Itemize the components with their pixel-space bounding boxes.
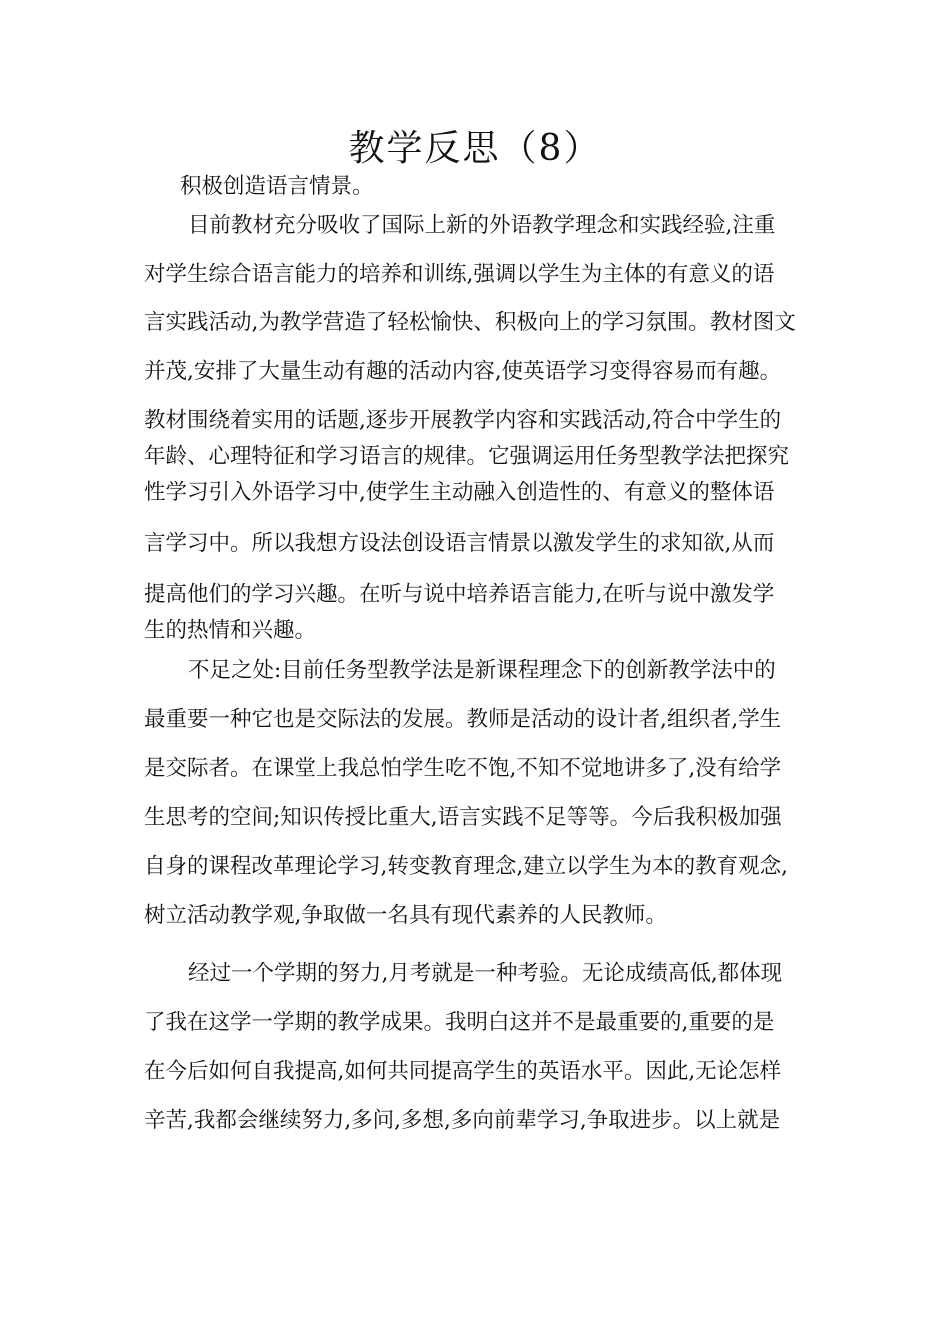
text-line: 言学习中。所以我想方设法创设语言情景以激发学生的求知欲,从而 [144,531,775,556]
text-line: 了我在这学一学期的教学成果。我明白这并不是最重要的,重要的是 [144,1010,775,1035]
text-line: 对学生综合语言能力的培养和训练,强调以学生为主体的有意义的语 [144,262,775,287]
text-line: 自身的课程改革理论学习,转变教育理念,建立以学生为本的教育观念, [144,854,789,879]
text-line: 是交际者。在课堂上我总怕学生吃不饱,不知不觉地讲多了,没有给学 [144,756,782,781]
text-line: 在今后如何自我提高,如何共同提高学生的英语水平。因此,无论怎样 [144,1059,782,1084]
text-line: 提高他们的学习兴趣。在听与说中培养语言能力,在听与说中激发学 [144,582,775,607]
text-line: 生思考的空间;知识传授比重大,语言实践不足等等。今后我积极加强 [144,805,782,830]
text-line: 目前教材充分吸收了国际上新的外语教学理念和实践经验,注重 [188,213,776,238]
text-line: 经过一个学期的努力,月考就是一种考验。无论成绩高低,都体现 [188,961,783,986]
document-title: 教学反思（8） [348,128,602,169]
text-line: 积极创造语言情景。 [180,174,374,199]
text-line: 树立活动教学观,争取做一名具有现代素养的人民教师。 [144,903,667,928]
text-line: 不足之处:目前任务型教学法是新课程理念下的创新教学法中的 [188,658,776,683]
text-line: 并茂,安排了大量生动有趣的活动内容,使英语学习变得容易而有趣。 [144,359,782,384]
text-line: 教材围绕着实用的话题,逐步开展教学内容和实践活动,符合中学生的 [144,408,782,433]
text-line: 生的热情和兴趣。 [144,618,317,643]
text-line: 性学习引入外语学习中,使学生主动融入创造性的、有意义的整体语 [144,480,775,505]
text-line: 言实践活动,为教学营造了轻松愉快、积极向上的学习氛围。教材图文 [144,310,796,335]
text-line: 辛苦,我都会继续努力,多问,多想,多向前辈学习,争取进步。以上就是 [144,1108,781,1133]
text-line: 年龄、心理特征和学习语言的规律。它强调运用任务型教学法把探究 [144,444,790,469]
text-line: 最重要一种它也是交际法的发展。教师是活动的设计者,组织者,学生 [144,707,782,732]
